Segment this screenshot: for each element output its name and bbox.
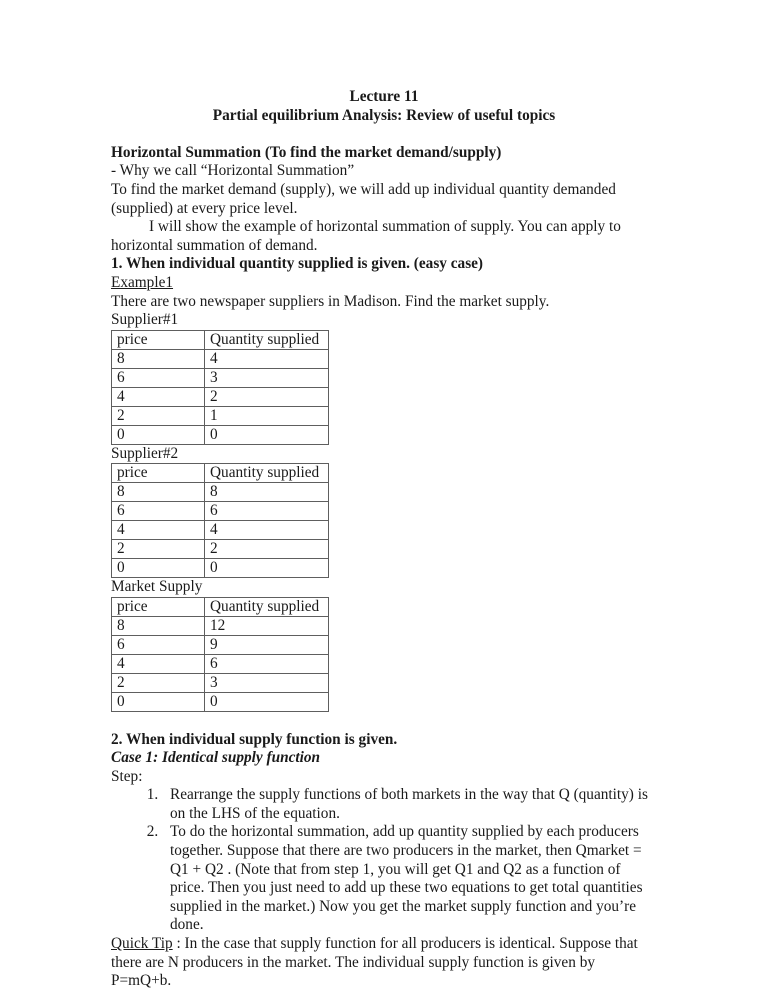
cell-price: 0 bbox=[112, 425, 205, 444]
column-header-quantity-supplied: Quantity supplied bbox=[205, 464, 329, 483]
cell-price: 8 bbox=[112, 349, 205, 368]
step-label: Step: bbox=[111, 767, 143, 785]
table-row bbox=[112, 387, 329, 406]
cell-price: 4 bbox=[112, 521, 205, 540]
table-row bbox=[112, 635, 329, 654]
horizontal-summation-definition: To find the market demand (supply), we will add up individual quantity demanded (supplied) at every price level. bbox=[111, 180, 616, 217]
cell-price: 2 bbox=[112, 540, 205, 559]
heading-section-2: 2. When individual supply function is given. bbox=[111, 730, 398, 748]
table-row bbox=[112, 349, 329, 368]
table-row bbox=[112, 502, 329, 521]
example-1-label-text: Example1 bbox=[111, 273, 174, 291]
cell-quantity: 12 bbox=[205, 616, 329, 635]
table-header-row bbox=[112, 464, 329, 483]
cell-price: 8 bbox=[112, 616, 205, 635]
table-header-row bbox=[112, 330, 329, 349]
table-caption-supplier-2: Supplier#2 bbox=[111, 444, 179, 462]
cell-price: 6 bbox=[112, 502, 205, 521]
column-header-price: price bbox=[112, 597, 205, 616]
cell-quantity: 3 bbox=[205, 673, 329, 692]
cell-quantity: 6 bbox=[205, 654, 329, 673]
table-row bbox=[112, 425, 329, 444]
cell-price: 0 bbox=[112, 559, 205, 578]
quick-tip-paragraph bbox=[111, 935, 657, 991]
table-row bbox=[112, 521, 329, 540]
cell-quantity: 0 bbox=[205, 425, 329, 444]
cell-price: 6 bbox=[112, 635, 205, 654]
table-market-supply bbox=[111, 597, 329, 712]
example-1-text: There are two newspaper suppliers in Madison. Find the market supply. bbox=[111, 292, 550, 310]
quick-tip-label: Quick Tip bbox=[111, 935, 173, 953]
heading-section-1: 1. When individual quantity supplied is given. (easy case) bbox=[111, 255, 484, 273]
cell-quantity: 4 bbox=[205, 349, 329, 368]
table-row bbox=[112, 616, 329, 635]
heading-horizontal-summation: Horizontal Summation (To find the market demand/supply) bbox=[111, 143, 502, 161]
cell-quantity: 4 bbox=[205, 521, 329, 540]
cell-price: 2 bbox=[112, 673, 205, 692]
cell-price: 8 bbox=[112, 483, 205, 502]
table-supplier-2 bbox=[111, 463, 329, 578]
document-body bbox=[111, 88, 657, 991]
example-1-label bbox=[111, 274, 657, 293]
cell-price: 4 bbox=[112, 387, 205, 406]
column-header-quantity-supplied: Quantity supplied bbox=[205, 597, 329, 616]
column-header-price: price bbox=[112, 464, 205, 483]
cell-price: 4 bbox=[112, 654, 205, 673]
table-row bbox=[112, 483, 329, 502]
cell-quantity: 2 bbox=[205, 540, 329, 559]
why-horizontal-summation-line: - Why we call “Horizontal Summation” bbox=[111, 162, 355, 180]
steps-list bbox=[111, 786, 657, 935]
table-header-row bbox=[112, 597, 329, 616]
table-row bbox=[112, 406, 329, 425]
table-caption-supplier-1: Supplier#1 bbox=[111, 311, 179, 329]
table-row bbox=[112, 673, 329, 692]
heading-case-1: Case 1: Identical supply function bbox=[111, 749, 321, 767]
table-row bbox=[112, 654, 329, 673]
horizontal-summation-apply-note: I will show the example of horizontal summation of supply. You can apply to horizontal summation of demand. bbox=[111, 218, 621, 254]
section-spacer bbox=[111, 712, 657, 731]
list-item: 1. Rearrange the supply functions of both markets in the way that Q (quantity) is on the LHS of the equation. bbox=[162, 786, 657, 823]
cell-quantity: 2 bbox=[205, 387, 329, 406]
cell-price: 2 bbox=[112, 406, 205, 425]
table-row bbox=[112, 559, 329, 578]
cell-quantity: 0 bbox=[205, 559, 329, 578]
column-header-price: price bbox=[112, 330, 205, 349]
table-row bbox=[112, 368, 329, 387]
cell-quantity: 1 bbox=[205, 406, 329, 425]
cell-quantity: 3 bbox=[205, 368, 329, 387]
table-caption-market-supply: Market Supply bbox=[111, 578, 203, 596]
table-row bbox=[112, 540, 329, 559]
table-supplier-1 bbox=[111, 330, 329, 445]
document-title bbox=[111, 88, 657, 125]
list-item: 2. To do the horizontal summation, add up quantity supplied by each producers together. Suppose that there are two producers in the market, then Qmarket = Q1 + Q2 . (Note that from step 1, you will get Q1 and Q2 as a function of price. Then you just need to add up these two equations to get total quantities supplied in the market.) Now you get the market supply function and you’re done. bbox=[162, 823, 657, 935]
cell-price: 6 bbox=[112, 368, 205, 387]
column-header-quantity-supplied: Quantity supplied bbox=[205, 330, 329, 349]
cell-price: 0 bbox=[112, 692, 205, 711]
quick-tip-text: : In the case that supply function for all producers is identical. Suppose that there are N producers in the market. The individual supply function is given by P=mQ+b. bbox=[111, 935, 638, 990]
cell-quantity: 8 bbox=[205, 483, 329, 502]
cell-quantity: 6 bbox=[205, 502, 329, 521]
cell-quantity: 9 bbox=[205, 635, 329, 654]
cell-quantity: 0 bbox=[205, 692, 329, 711]
title-line-2: Partial equilibrium Analysis: Review of useful topics bbox=[212, 106, 556, 124]
table-row bbox=[112, 692, 329, 711]
title-line-1: Lecture 11 bbox=[349, 88, 419, 105]
